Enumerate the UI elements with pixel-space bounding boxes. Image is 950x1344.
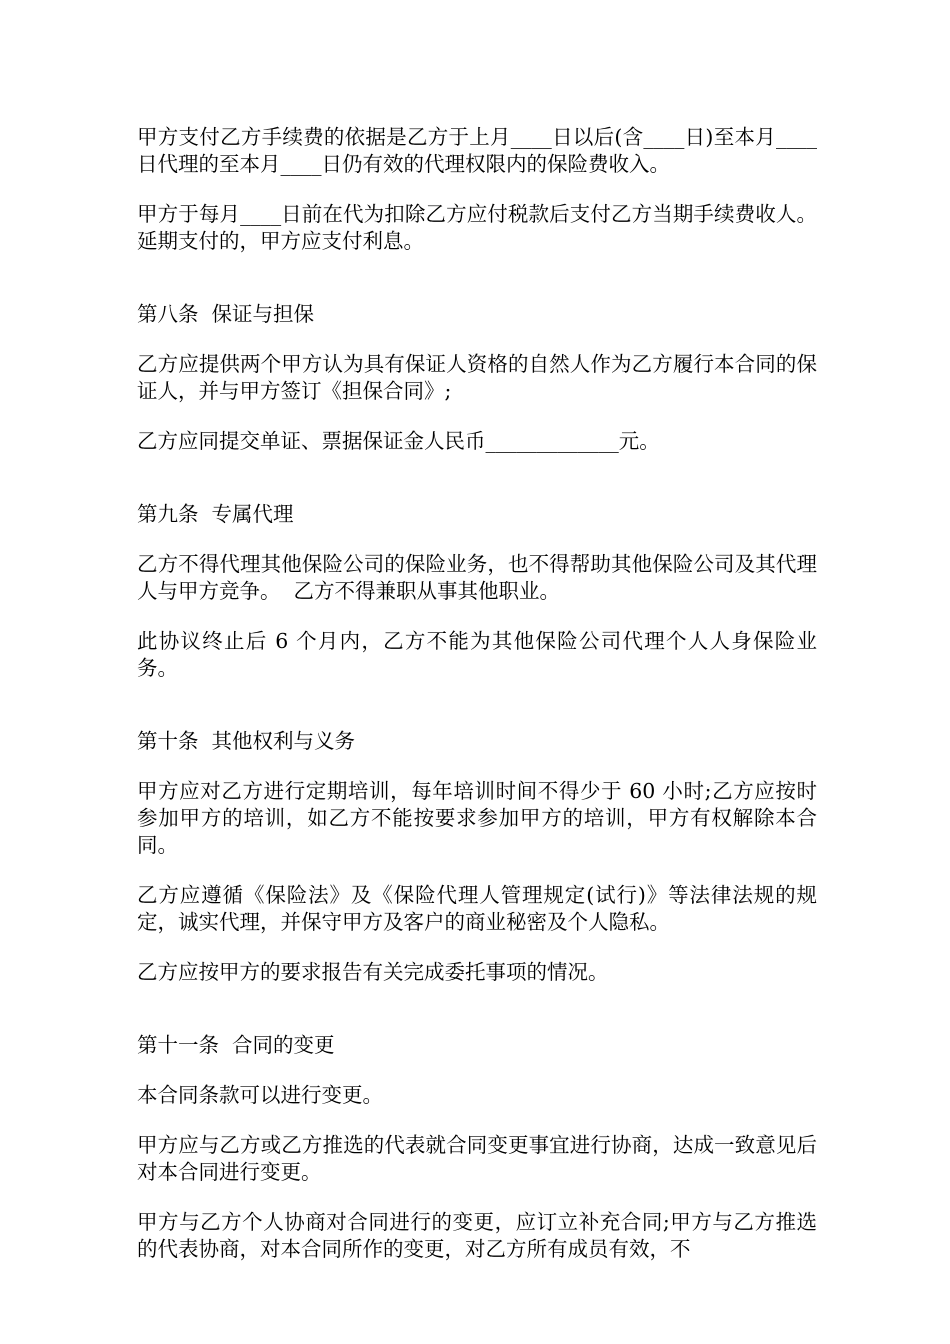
paragraph-reporting: 乙方应按甲方的要求报告有关完成委托事项的情况。	[137, 960, 609, 984]
document-page	[137, 124, 817, 1286]
paragraph-fee-basis: 甲方支付乙方手续费的依据是乙方于上月____日以后(含____日)至本月____日代理的至本月____日仍有效的代理权限内的保险费收入。	[137, 125, 817, 176]
article-10-heading: 第十条 其他权利与义务	[137, 729, 356, 753]
article-11-heading: 第十一条 合同的变更	[137, 1033, 335, 1057]
paragraph-compliance: 乙方应遵循《保险法》及《保险代理人管理规定(试行)》等法律法规的规定，诚实代理，并保守甲方及客户的商业秘密及个人隐私。	[137, 883, 817, 934]
article-9-heading: 第九条 专属代理	[137, 502, 294, 526]
paragraph-fee-payment: 甲方于每月____日前在代为扣除乙方应付税款后支付乙方当期手续费收人。延期支付的，甲方应支付利息。	[137, 202, 817, 253]
paragraph-post-termination: 此协议终止后 6 个月内，乙方不能为其他保险公司代理个人人身保险业务。	[137, 629, 817, 680]
paragraph-exclusive-agency: 乙方不得代理其他保险公司的保险业务，也不得帮助其他保险公司及其代理人与甲方竞争。 乙方不得兼职从事其他职业。	[137, 552, 817, 603]
paragraph-supplementary: 甲方与乙方个人协商对合同进行的变更，应订立补充合同;甲方与乙方推选的代表协商，对本合同所作的变更，对乙方所有成员有效，不	[137, 1210, 817, 1261]
paragraph-training: 甲方应对乙方进行定期培训，每年培训时间不得少于 60 小时;乙方应按时参加甲方的培训，如乙方不能按要求参加甲方的培训，甲方有权解除本合同。	[137, 779, 817, 857]
paragraph-negotiation: 甲方应与乙方或乙方推选的代表就合同变更事宜进行协商，达成一致意见后对本合同进行变更。	[137, 1133, 817, 1184]
paragraph-modification: 本合同条款可以进行变更。	[137, 1083, 383, 1107]
article-8-heading: 第八条 保证与担保	[137, 302, 315, 326]
paragraph-guarantor: 乙方应提供两个甲方认为具有保证人资格的自然人作为乙方履行本合同的保证人，并与甲方签订《担保合同》;	[137, 352, 817, 403]
paragraph-deposit: 乙方应同提交单证、票据保证金人民币_____________元。	[137, 429, 660, 453]
